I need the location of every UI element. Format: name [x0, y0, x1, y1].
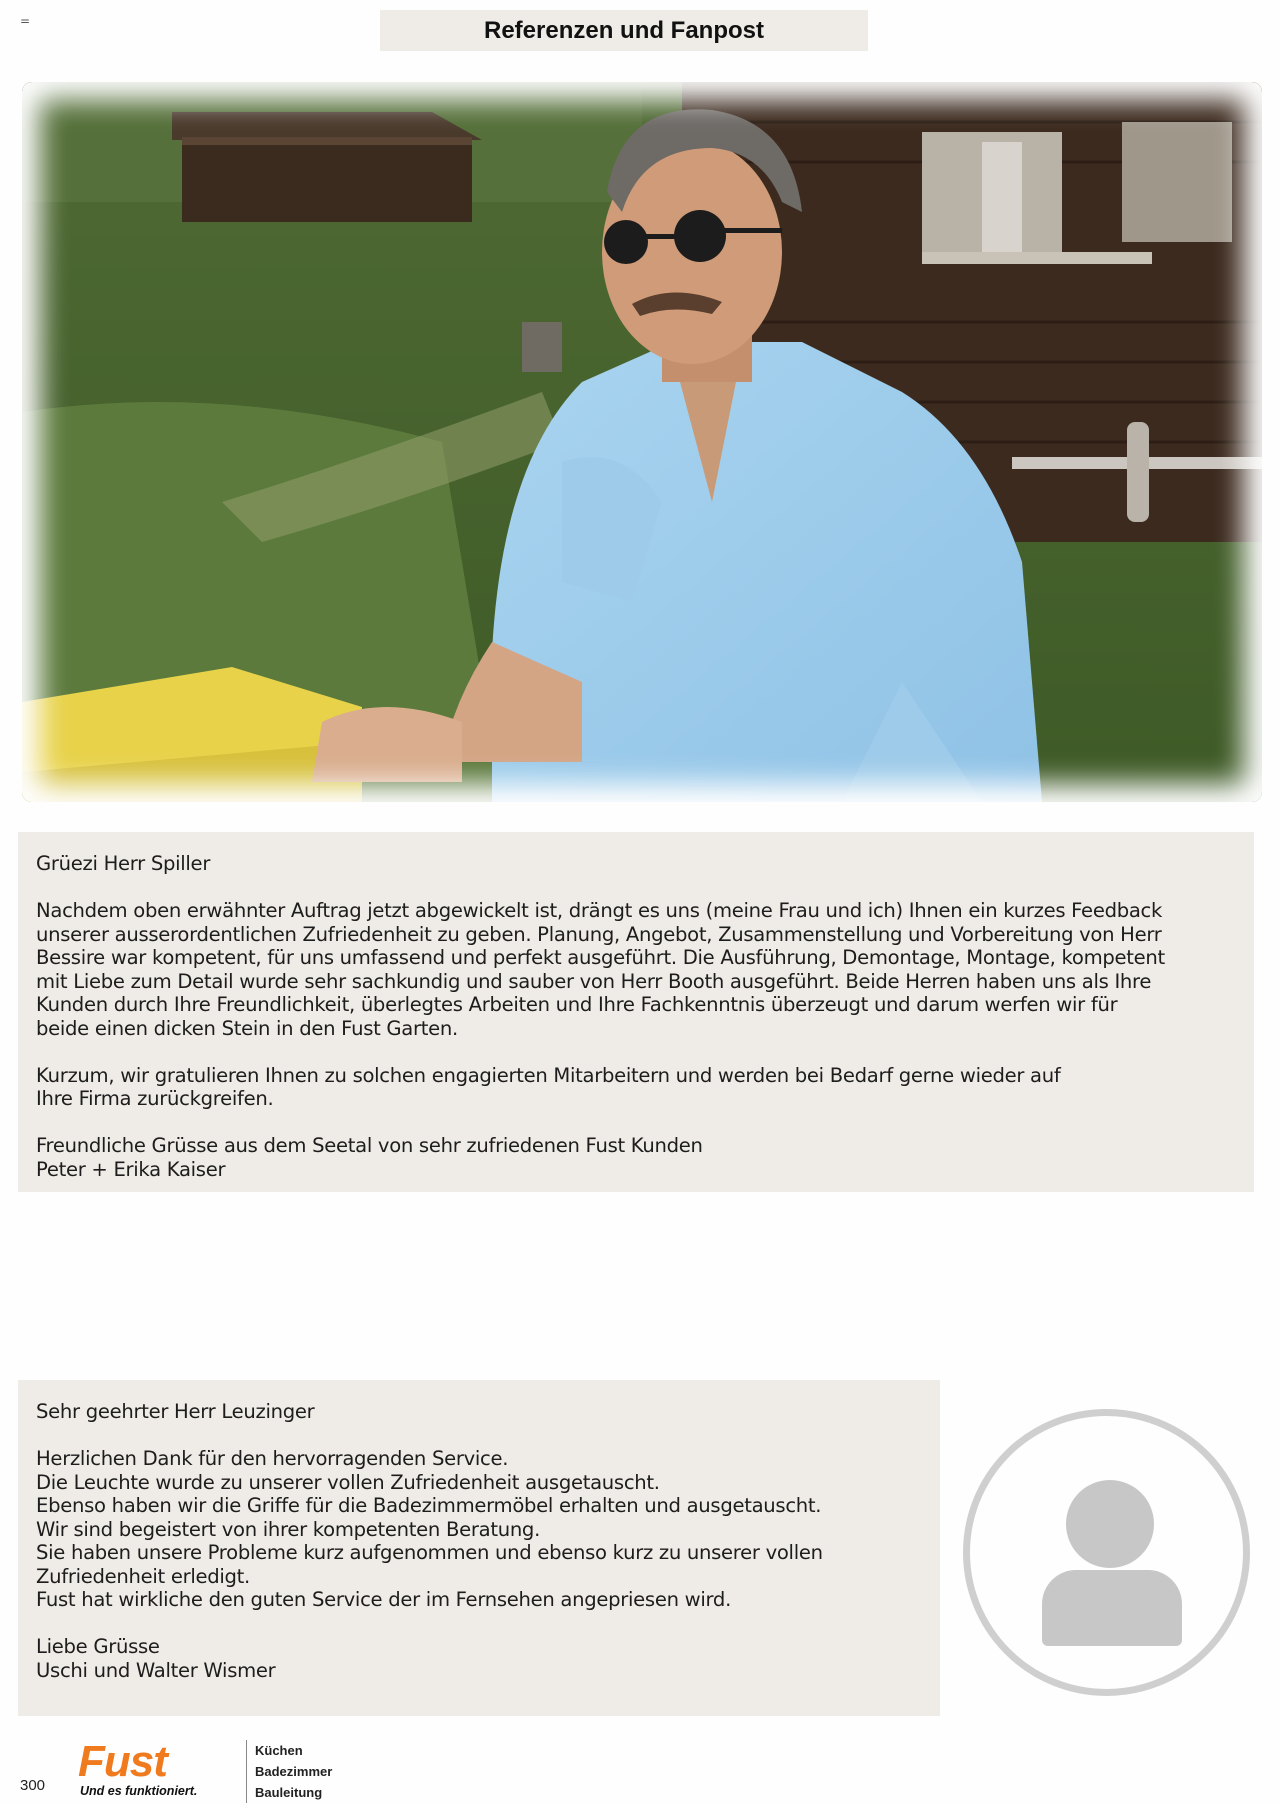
customer-photo	[22, 82, 1262, 802]
corner-mark: =	[20, 14, 31, 28]
letter-line: Bessire war kompetent, für uns umfassend und perfekt ausgeführt. Die Ausführung, Demontage, Montage, kompetent	[36, 946, 1165, 969]
letter-kaiser	[18, 832, 1254, 1192]
letter-line: Sie haben unsere Probleme kurz aufgenommen und ebenso kurz zu unserer vollen	[36, 1541, 823, 1564]
letter-line: Fust hat wirkliche den guten Service der im Fernsehen angepriesen wird.	[36, 1588, 731, 1611]
letter-line: Zufriedenheit erledigt.	[36, 1564, 250, 1588]
logo-service-item: Küchen	[255, 1743, 303, 1758]
logo-services	[246, 1740, 332, 1803]
letter-paragraph	[36, 899, 1236, 1040]
letter-closing: Liebe Grüsse	[36, 1635, 160, 1658]
letter-signoff	[36, 1134, 1236, 1181]
letter-line: mit Liebe zum Detail wurde sehr sachkundig und sauber von Herr Booth ausgeführt. Beide Herren haben uns als Ihre	[36, 969, 1152, 993]
letter-line: Wir sind begeistert von ihrer kompetenten Beratung.	[36, 1517, 541, 1541]
avatar-body	[1042, 1570, 1182, 1646]
letter-line: Kurzum, wir gratulieren Ihnen zu solchen engagierten Mitarbeitern und werden bei Bedarf gerne wieder auf	[36, 1063, 1061, 1087]
letter-closing: Freundliche Grüsse aus dem Seetal von sehr zufriedenen Fust Kunden	[36, 1134, 703, 1157]
letter-paragraph	[36, 1064, 1236, 1111]
letter-line: beide einen dicken Stein in den Fust Garten.	[36, 1016, 458, 1040]
letter-line: Kunden durch Ihre Freundlichkeit, überlegtes Arbeiten und Ihre Fachkenntnis überzeugt und darum werfen wir für	[36, 993, 1118, 1016]
page-number: 300	[20, 1777, 46, 1794]
user-avatar-icon	[963, 1409, 1250, 1696]
page-title: Referenzen und Fanpost	[380, 10, 868, 51]
logo-slogan: Und es funktioniert.	[80, 1784, 198, 1798]
letter-signoff	[36, 1635, 922, 1682]
logo-service-item: Bauleitung	[255, 1785, 323, 1800]
letter-signature: Peter + Erika Kaiser	[36, 1157, 226, 1181]
logo-service-item: Badezimmer	[255, 1764, 333, 1779]
letter-line: Ebenso haben wir die Griffe für die Badezimmermöbel erhalten und ausgetauscht.	[36, 1494, 822, 1517]
letter-paragraph	[36, 1447, 922, 1612]
letter-line: Nachdem oben erwähnter Auftrag jetzt abgewickelt ist, drängt es uns (meine Frau und ich) Ihnen ein kurzes Feedback	[36, 899, 1163, 922]
logo-wordmark: Fust	[78, 1737, 167, 1786]
letter-line: Ihre Firma zurückgreifen.	[36, 1087, 274, 1110]
letter-signature: Uschi und Walter Wismer	[36, 1658, 276, 1682]
letter-greeting: Grüezi Herr Spiller	[36, 852, 211, 875]
letter-wismer	[18, 1380, 940, 1716]
fust-logo	[78, 1737, 248, 1800]
letter-line: Herzlichen Dank für den hervorragenden Service.	[36, 1447, 509, 1470]
letter-line: unserer ausserordentlichen Zufriedenheit zu geben. Planung, Angebot, Zusammenstellung und Vorbereitung von Herr	[36, 922, 1162, 946]
letter-greeting: Sehr geehrter Herr Leuzinger	[36, 1400, 315, 1423]
avatar-head	[1066, 1480, 1154, 1568]
letter-line: Die Leuchte wurde zu unserer vollen Zufriedenheit ausgetauscht.	[36, 1470, 660, 1494]
